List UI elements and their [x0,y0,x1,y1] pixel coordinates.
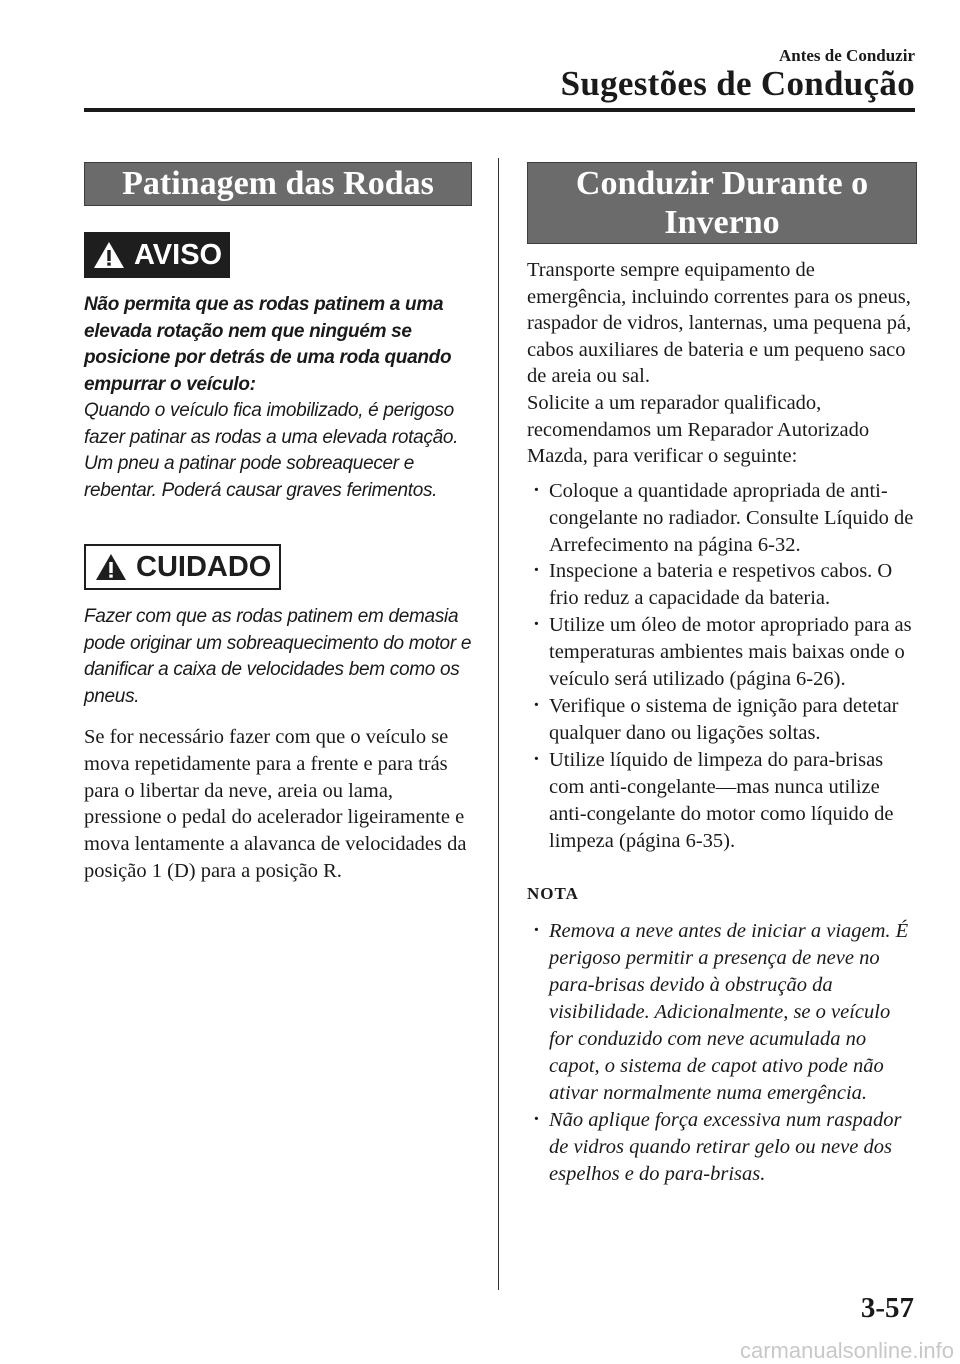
right-column [527,162,917,1188]
nota-heading: NOTA [527,884,579,904]
section-header-title: Sugestões de Condução [560,64,915,103]
list-item: · Utilize um óleo de motor apropriado para as temperaturas ambientes mais baixas onde o veículo será utilizado (página 6-26). [527,612,917,693]
section-title-patinagem: Patinagem das Rodas [84,162,472,206]
cuidado-badge [84,544,281,590]
header-rule [84,108,915,112]
warning-triangle-icon [92,240,126,270]
chapter-label: Antes de Conduzir [778,46,915,65]
aviso-text [84,292,472,504]
list-item: · Inspecione a bateria e respetivos cabos. O frio reduz a capacidade da bateria. [527,558,917,612]
caution-triangle-icon [94,552,128,582]
aviso-badge [84,232,230,278]
section-title-inverno [527,162,917,244]
intro-text-2: Solicite a um reparador qualificado, recomendamos um Reparador Autorizado Mazda, para verificar o seguinte: [527,391,870,468]
list-item: · Verifique o sistema de ignição para detetar qualquer dano ou ligações soltas. [527,693,917,747]
list-item: · Coloque a quantidade apropriada de anti-congelante no radiador. Consulte Líquido de Arrefecimento na página 6-32. [527,478,917,559]
nota-item: · Não aplique força excessiva num raspador de vidros quando retirar gelo ou neve dos espelhos e do para-brisas. [527,1107,917,1188]
nota-list [527,918,917,1187]
cuidado-label: CUIDADO [136,550,272,583]
checklist [527,478,917,855]
aviso-label: AVISO [134,238,223,271]
aviso-body-text: Quando o veículo fica imobilizado, é perigoso fazer patinar as rodas a uma elevada rotação. Um pneu a patinar pode sobreaquecer e rebentar. Poderá causar graves ferimentos. [84,400,459,501]
section-title-inverno-line2: Inverno [664,204,780,241]
left-column [84,162,472,885]
cuidado-text: Fazer com que as rodas patinem em demasia pode originar um sobreaquecimento do motor e danificar a caixa de velocidades bem como os pneus. [84,606,472,707]
left-body-paragraph: Se for necessário fazer com que o veículo se mova repetidamente para a frente e para trás para o libertar da neve, areia ou lama, pressione o pedal do acelerador ligeiramente e mova lentamente a alavanca de velocidades da posição 1 (D) para a posição R. [84,726,467,882]
intro-text-1: Transporte sempre equipamento de emergência, incluindo correntes para os pneus, raspador de vidros, lanternas, uma pequena pá, cabos auxiliares de bateria e um pequeno saco de areia ou sal. [527,259,912,388]
intro-paragraph [527,257,917,470]
aviso-bold-text: Não permita que as rodas patinem a uma elevada rotação nem que ninguém se posicione por detrás de uma roda quando empurrar o veículo: [84,294,452,395]
page-number: 3-57 [860,1292,914,1324]
list-item: · Utilize líquido de limpeza do para-brisas com anti-congelante—mas nunca utilize anti-congelante do motor como líquido de limpeza (página 6-35). [527,747,917,855]
watermark: carmanualsonline.info [739,1338,954,1363]
nota-item: · Remova a neve antes de iniciar a viagem. É perigoso permitir a presença de neve no para-brisas devido à obstrução da visibilidade. Adicionalmente, se o veículo for conduzido com neve acumulada no capot, o sistema de capot ativo pode não ativar normalmente numa emergência. [527,918,917,1106]
column-divider [498,158,499,1290]
section-title-inverno-line1: Conduzir Durante o [575,165,869,202]
